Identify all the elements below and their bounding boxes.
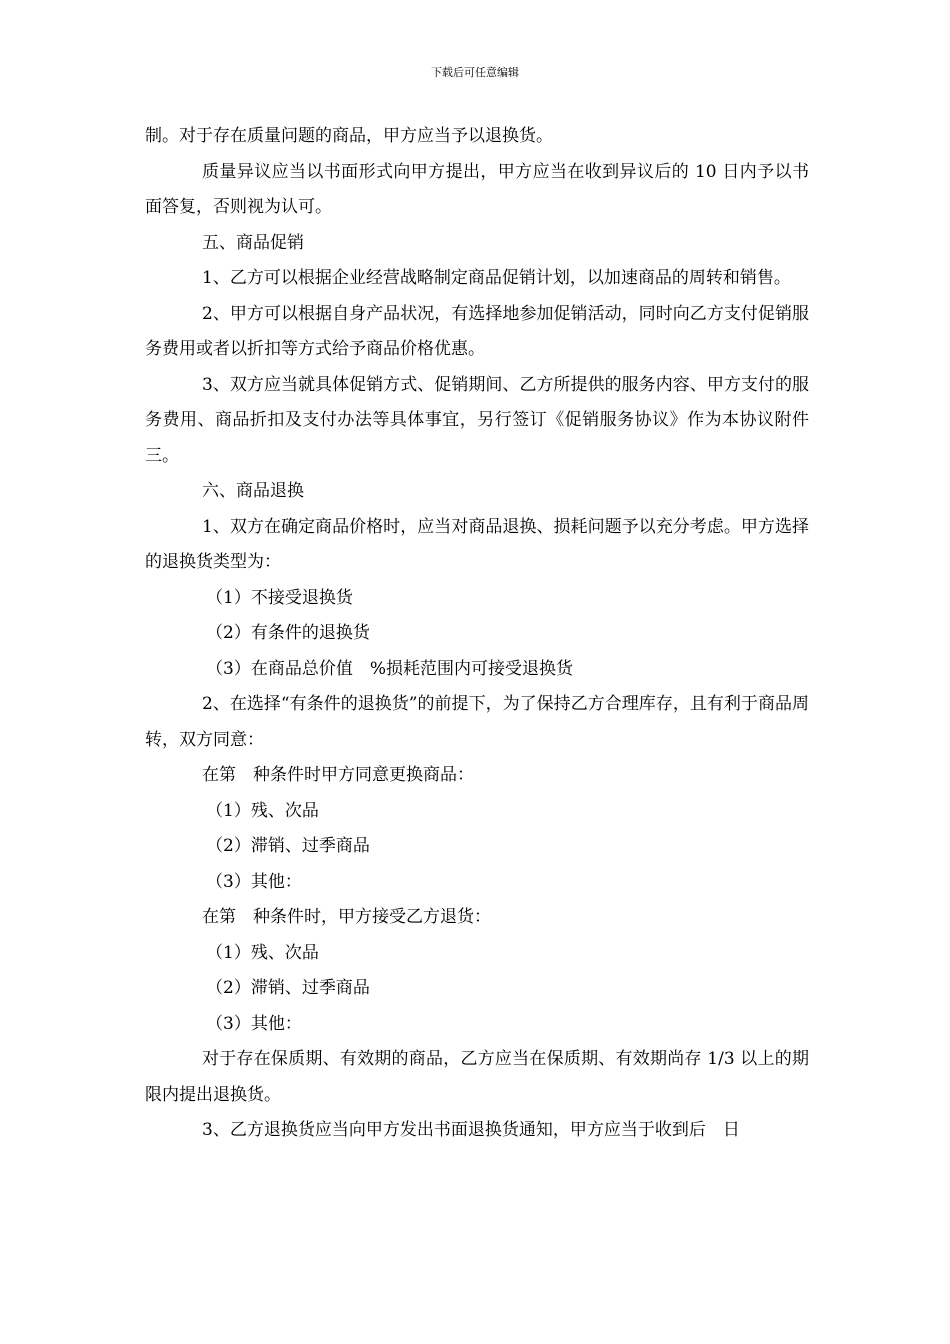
page-header-note: 下载后可任意编辑 [431, 66, 519, 79]
paragraph: 2、甲方可以根据自身产品状况，有选择地参加促销活动，同时向乙方支付促销服务费用或者以折扣等方式给予商品价格优惠。 [145, 303, 809, 359]
list-item: （1）残、次品 [206, 800, 319, 821]
paragraph: 在第 种条件时甲方同意更换商品： [202, 765, 474, 785]
list-item: （2）滞销、过季商品 [206, 836, 370, 856]
paragraph: 质量异议应当以书面形式向甲方提出，甲方应当在收到异议后的 10 日内予以书面答复，否则视为认可。 [145, 161, 809, 217]
list-item: （1）不接受退换货 [206, 587, 353, 608]
paragraph: 1、双方在确定商品价格时，应当对商品退换、损耗问题予以充分考虑。甲方选择的退换货类型为： [145, 516, 809, 572]
paragraph: 3、双方应当就具体促销方式、促销期间、乙方所提供的服务内容、甲方支付的服务费用、商品折扣及支付办法等具体事宜，另行签订《促销服务协议》作为本协议附件三。 [145, 374, 809, 466]
paragraph: 1、乙方可以根据企业经营战略制定商品促销计划，以加速商品的周转和销售。 [202, 268, 791, 288]
paragraph: 在第 种条件时，甲方接受乙方退货： [202, 907, 491, 927]
section-heading: 六、商品退换 [202, 481, 304, 501]
document-body [145, 119, 809, 1149]
paragraph: 对于存在保质期、有效期的商品，乙方应当在保质期、有效期尚存 1/3 以上的期限内提出退换货。 [145, 1049, 809, 1105]
list-item: （1）残、次品 [206, 942, 319, 963]
list-item: （2）有条件的退换货 [206, 623, 370, 643]
list-item: （3）在商品总价值 %损耗范围内可接受退换货 [206, 658, 573, 679]
list-item: （3）其他： [206, 871, 302, 892]
list-item: （2）滞销、过季商品 [206, 978, 370, 998]
paragraph: 2、在选择“有条件的退换货”的前提下，为了保持乙方合理库存，且有利于商品周转，双方同意： [145, 694, 809, 750]
section-heading: 五、商品促销 [202, 232, 304, 253]
paragraph: 制。对于存在质量问题的商品，甲方应当予以退换货。 [145, 126, 553, 146]
list-item: （3）其他： [206, 1013, 302, 1034]
paragraph: 3、乙方退换货应当向甲方发出书面退换货通知，甲方应当于收到后 日 [202, 1120, 740, 1140]
